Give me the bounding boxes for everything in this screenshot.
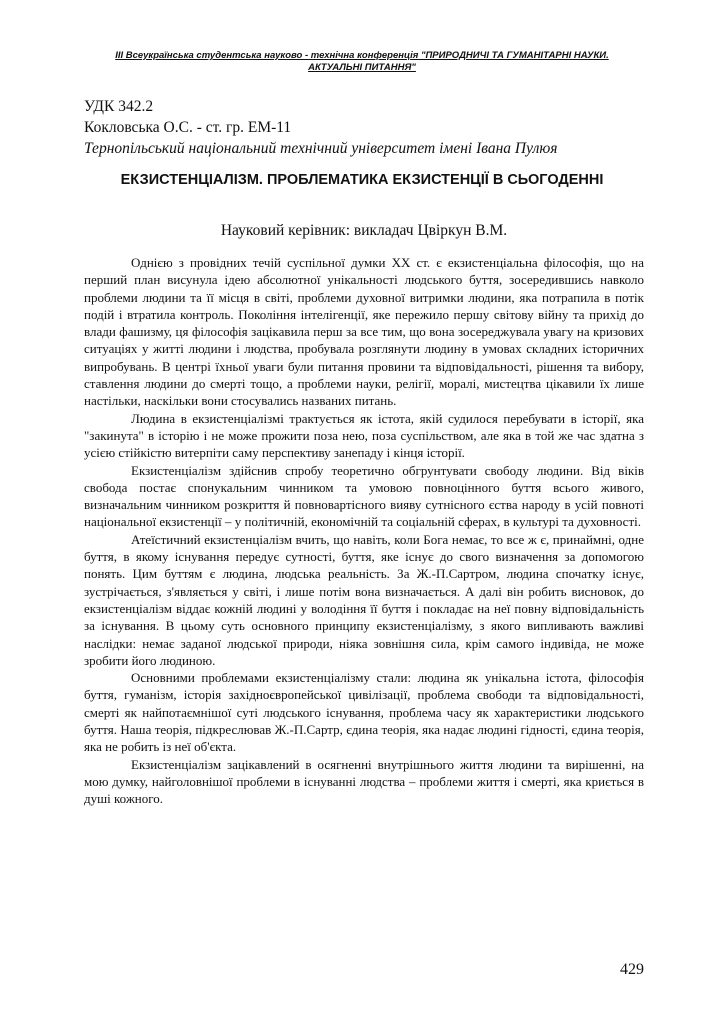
author-line: Кокловська О.С. - ст. гр. ЕМ-11 [84,119,292,136]
paragraph-5: Основними проблемами екзистенціалізму стали: людина як унікальна істота, філософія буття, гуманізм, історія західноєвропейської цивілізації, проблема свободи та відповідальності, смерті як найпотаємнішої суті людського існування, проблема часу як характеристики людського буття. Наша теорія, підкреслював Ж.-П.Сартр, єдина теорія, яка надає людині гідності, єдина теорія, яка не робить із неї об'єкта. [84,670,644,755]
conference-header-line-2: АКТУАЛЬНІ ПИТАННЯ" [308,62,416,73]
paragraph-1: Однією з провідних течій суспільної думки XX ст. є екзистенціальна філософія, що на перший план висунула ідею абсолютної унікальності людського буття, зосередившись навколо проблеми людини та її місця в світі, проблеми духовної витримки людини, яка потрапила в потік подій і втратила контроль. Покоління інтелігенції, яке пережило першу світову війну та прихід до влади фашизму, ця філософія зацікавила перш за все тим, що вона зосереджувала увагу на кризових ситуаціях у житті людини і людства, пробувала розглянути людину в умовах складних історичних випробувань. В центрі їхньої уваги були питання провини та відповідальності, рішення та вибору, ставлення людини до смерті тощо, а проблеми науки, релігії, моралі, мистецтва цікавили їх лише настільки, наскільки вони стосувались названих питань. [84,255,644,409]
paragraph-2: Людина в екзистенціалізмі трактується як істота, якій судилося перебувати в історії, яка "закинута" в історію і не може прожити поза нею, поза суспільством, але яка в той же час здатна з усією стійкістю витерпіти саму перспективу занепаду і кінця історії. [84,410,644,461]
conference-header [80,50,644,74]
udk-code: УДК 342.2 [84,98,154,115]
article-body [84,254,644,808]
conference-header-line-1: ІІІ Всеукраїнська студентська науково - технічна конференція "ПРИРОДНИЧІ ТА ГУМАНІТАРНІ НАУКИ. [115,50,609,61]
affiliation: Тернопільський національний технічний університет імені Івана Пулюя [84,140,558,157]
page-number: 429 [620,961,644,978]
paragraph-3: Екзистенціалізм здійснив спробу теоретично обгрунтувати свободу людини. Від віків свобода постає спонукальним чинником та умовою повноцінного буття всього живого, визначальним чинником розкриття й повновартісного вияву сутнісного єства народу в усій повноті національної екзистенції – у політичній, економічній та соціальній сферах, в культурі та духовності. [84,462,644,530]
article-meta [84,96,644,159]
paragraph-4: Атеїстичний екзистенціалізм вчить, що навіть, коли Бога немає, то все ж є, принаймні, одне буття, в якому існування передує сутності, буття, яке існує до свого визначення за допомогою понять. Цим буттям є людина, людська реальність. За Ж.-П.Сартром, людина спочатку існує, зустрічається, з'являється у світі, і лише потім вона визначається. А далі він робить висновок, до екзистенціалізм віддає кожній людині у володіння її буття і покладає на неї повну відповідальність за існування. В цьому суть основного принципу екзистенціалізму, з якого випливають важливі наслідки: немає заданої людської природи, ніяка зовнішня сила, крім самого індивіда, не може зробити його людиною. [84,531,644,668]
supervisor-line: Науковий керівник: викладач Цвіркун В.М. [220,222,508,239]
article-title: ЕКЗИСТЕНЦІАЛІЗМ. ПРОБЛЕМАТИКА ЕКЗИСТЕНЦІЇ В СЬОГОДЕННІ [120,172,604,188]
paragraph-6: Екзистенціалізм зацікавлений в осягненні внутрішнього життя людини та вирішенні, на мою думку, найголовнішої проблеми в існуванні людства – проблеми життя і смерті, яка криється в душі кожного. [84,756,644,807]
